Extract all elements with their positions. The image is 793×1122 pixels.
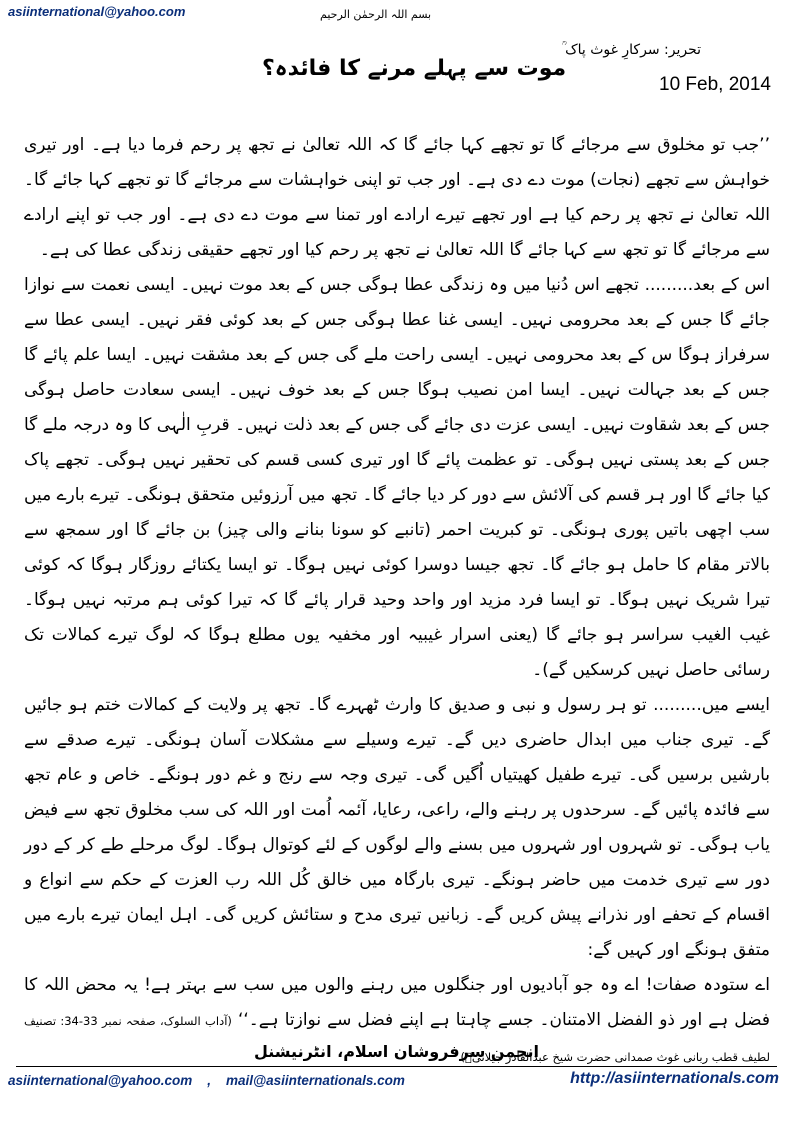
paragraph-text: اے ستودہ صفات! اے وہ جو آبادیوں اور جنگلوں میں رہنے والوں میں سب سے بہتر ہے! یہ محض اللہ کا فضل ہے اور ذو الفضل الامتنان۔ جسے چاہتا ہے اپنے فضل سے نوازتا ہے۔‘‘ [24, 975, 770, 1030]
paragraph: ’’جب تو مخلوق سے مرجائے گا تو تجھے کہا جائے گا کہ اللہ تعالیٰ نے تجھ پر رحم فرما دیا ہے۔ اور تیری خواہش سے تجھے (نجات) موت دے دی ہے۔ اور جب تو اپنی خواہشات سے مرجائے گا تو تجھے کہا جائے گا۔ اللہ تعالیٰ نے تجھ پر رحم کیا ہے اور تجھے تیرے ارادے اور تمنا سے موت دے دی ہے۔ اور جب تو اپنے ارادے سے مرجائے گا تو تجھ سے کہا جائے گا اللہ تعالیٰ نے تجھ پر رحم کیا اور تجھے حقیقی زندگی عطا کی ہے۔ [24, 135, 770, 260]
page-title: موت سے پہلے مرنے کا فائدہ؟ [262, 56, 567, 81]
footer-divider [16, 1066, 777, 1067]
date: 10 Feb, 2014 [659, 74, 771, 95]
bismillah: بسم اللہ الرحمٰن الرحیم [320, 8, 432, 21]
paragraph: اس کے بعد......... تجھے اس دُنیا میں وہ زندگی عطا ہوگی جس کے بعد موت نہیں۔ ایسی نعمت سے نوازا جائے گا جس کے بعد محرومی نہیں۔ ایسی غنا عطا ہوگی جس کے بعد کوئی فقر نہیں۔ ایسی عطا سے سرفراز ہوگا س کے بعد محرومی نہیں۔ ایسی راحت ملے گی جس کے بعد مشقت نہیں۔ ایسا علم پائے گا جس کے بعد جہالت نہیں۔ ایسا امن نصیب ہوگا جس کے بعد خوف نہیں۔ ایسی سعادت حاصل ہوگی جس کے بعد شقاوت نہیں۔ ایسی عزت دی جائے گی جس کے بعد ذلت نہیں۔ قربِ الٰہی کا وہ درجہ ملے گا جس کے بعد پستی نہیں ہوگی۔ تو عظمت پائے گا اور تیری کسی قسم کی تحقیر نہیں ہوگی۔ تجھے پاک کیا جائے گا اور ہر قسم کی آلائش سے دور کر دیا جائے گا۔ تجھ میں آرزوئیں متحقق ہونگی۔ تیرے بارے میں سب اچھی باتیں پوری ہونگی۔ تو کبریت احمر (تانبے کو سونا بنانے والی چیز) بن جائے گا اور سمجھ سے بالاتر مقام کا حامل ہو جائے گا۔ تجھ جیسا دوسرا کوئی نہیں ہوگا۔ تو ایسا یکتائے روزگار ہوگا کہ کوئی تیرا شریک نہیں ہوگا۔ تو ایسا فرد مزید اور واحد وحید قرار پائے گا کہ تیرا کوئی ہم مرتبہ نہیں ہوگا۔ غیب الغیب سراسر ہو جائے گا (یعنی اسرار غیبیہ اور مخفیہ یوں مطلع ہوگا کہ لوگ تیرے کمالات تک رسائی حاصل نہیں کرسکیں گے)۔ [24, 275, 770, 680]
footer-emails[interactable]: asiinternational@yahoo.com , mail@asiinternationals.com [8, 1073, 405, 1088]
footer-organization: انجمن سرفروشان اسلام، انٹرنیشنل [253, 1042, 540, 1061]
header-email[interactable]: asiinternational@yahoo.com [8, 4, 186, 19]
article-body [24, 128, 770, 1075]
citation: (آداب السلوک، صفحہ نمبر 33-34: تصنیف لطیف قطب ربانی غوث صمدانی حضرت شیخ عبدالقادر جیلانیؒ) [24, 1014, 770, 1064]
author-line: تحریر: سرکارِ غوث پاک ؒ [561, 42, 701, 58]
footer-website-link[interactable]: http://asiinternationals.com [570, 1070, 779, 1087]
paragraph: ایسے میں......... تو ہر رسول و نبی و صدیق کا وارث ٹھہرے گا۔ تجھ پر ولایت کے کمالات ختم ہو جائیں گے۔ تیری جناب میں ابدال حاضری دیں گے۔ تیرے وسیلے سے مشکلات آسان ہونگی۔ تیرے صدقے سے بارشیں برسیں گی۔ تیرے طفیل کھیتیاں اُگیں گی۔ تیری وجہ سے رنج و غم دور ہونگے۔ خاص و عام تجھ سے فائدہ پائیں گے۔ سرحدوں پر رہنے والے، راعی، رعایا، آئمہ اُمت اور اللہ کی سب مخلوق تجھ سے فیض یاب ہوگی۔ تو شہروں اور شہروں میں بسنے والے لوگوں کے لئے کوتوال ہوگا۔ لوگ مرحلے طے کر کے دور دور سے تیری خدمت میں حاضر ہونگے۔ تیری بارگاہ میں خالق کُل اللہ رب العزت کے حکم سے انواع و اقسام کے تحفے اور نذرانے پیش کریں گے۔ زبانیں تیری مدح و ستائش کریں گی۔ اہل ایمان تیرے بارے میں متفق ہونگے اور کہیں گے: [24, 695, 770, 960]
